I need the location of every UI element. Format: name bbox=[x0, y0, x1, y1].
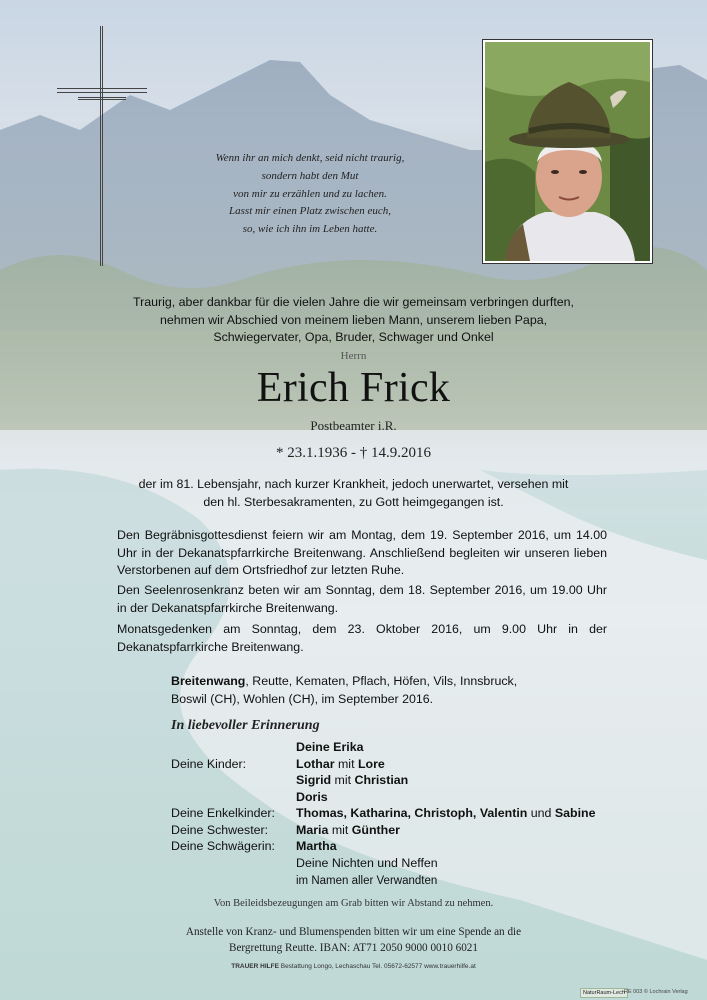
poem-line: Wenn ihr an mich denkt, seid nicht traurig, bbox=[215, 152, 405, 164]
deceased-name: Erich Frick bbox=[256, 365, 451, 411]
footer bbox=[0, 963, 707, 970]
donation-line: Bergrettung Reutte. IBAN: AT71 2050 9000 0010 6021 bbox=[228, 942, 478, 954]
poem-line: von mir zu erzählen und zu lachen. bbox=[233, 187, 387, 200]
child-name: Lothar bbox=[296, 756, 335, 771]
memorial-paragraph: Monatsgedenken am Sonntag, dem 23. Oktober 2016, um 9.00 Uhr in der Dekanatspfarrkirche Breitenwang. bbox=[117, 622, 607, 654]
cross-horizontal-bar-small bbox=[78, 97, 126, 100]
poem-line: sondern habt den Mut bbox=[261, 169, 359, 182]
cross-vertical-bar bbox=[100, 26, 103, 266]
condolence-note: Von Beileidsbezeugungen am Grab bitten wir Abstand zu nehmen. bbox=[213, 898, 494, 909]
intro-line: Schwiegervater, Opa, Bruder, Schwager und Onkel bbox=[213, 330, 494, 344]
poem-line: so, wie ich ihn im Leben hatte. bbox=[242, 223, 378, 236]
child-partner: Lore bbox=[357, 756, 385, 771]
places-line2: Boswil (CH), Wohlen (CH), im September 2016. bbox=[171, 691, 434, 706]
life-dates: * 23.1.1936 - † 14.9.2016 bbox=[276, 445, 431, 461]
child-name: Sigrid bbox=[296, 773, 332, 787]
footer-brand: TRAUER HILFE bbox=[231, 963, 279, 970]
passing-line: der im 81. Lebensjahr, nach kurzer Krankheit, jedoch unerwartet, versehen mit bbox=[138, 477, 569, 491]
grandchildren-joiner: und bbox=[527, 806, 555, 820]
naturraum-badge: NaturRaum-Lech bbox=[580, 988, 628, 998]
funeral-paragraph: Den Begräbnisgottesdienst feiern wir am Montag, dem 19. September 2016, um 14.00 Uhr in der Dekanatspfarrkirche Breitenwang. Anschließend begleiten wir unseren lieben Verstorbenen auf dem Ortsfriedhof zur letzten Ruhe. bbox=[117, 528, 607, 577]
child-joiner: mit bbox=[331, 773, 355, 787]
reference-code: RE 003 © Lochrain Verlag bbox=[624, 989, 688, 995]
grandchildren-names: Thomas, Katharina, Christoph, Valentin bbox=[296, 806, 528, 820]
footer-text: Bestattung Longo, Lechaschau Tel. 05672-62577 www.trauerhilfe.at bbox=[278, 963, 476, 970]
places-bold: Breitenwang bbox=[171, 674, 246, 688]
sister-partner: Günther bbox=[351, 822, 400, 837]
sister-in-law-label: Deine Schwägerin: bbox=[171, 839, 276, 853]
passing-text bbox=[0, 476, 707, 511]
salutation: Herrn bbox=[340, 350, 367, 362]
intro-line: Traurig, aber dankbar für die vielen Jahre die wir gemeinsam verbringen durften, bbox=[132, 295, 574, 309]
passing-line: den hl. Sterbesakramenten, zu Gott heimgegangen ist. bbox=[203, 494, 504, 509]
cross-horizontal-bar bbox=[57, 88, 147, 93]
intro-text bbox=[0, 294, 707, 347]
sister-in-law-name: Martha bbox=[296, 839, 337, 853]
remembrance-heading: In liebevoller Erinnerung bbox=[171, 718, 320, 733]
sister-label: Deine Schwester: bbox=[171, 822, 269, 837]
rosary-paragraph: Den Seelenrosenkranz beten wir am Sonntag, dem 18. September 2016, um 19.00 Uhr in der Dekanatspfarrkirche Breitenwang. bbox=[117, 583, 607, 615]
child-joiner: mit bbox=[334, 756, 358, 771]
poem bbox=[190, 150, 430, 239]
poem-line: Lasst mir einen Platz zwischen euch, bbox=[229, 205, 391, 218]
sister-name: Maria bbox=[296, 822, 329, 837]
grandchildren-label: Deine Enkelkinder: bbox=[171, 806, 276, 820]
occupation: Postbeamter i.R. bbox=[310, 418, 397, 433]
wife-name: Deine Erika bbox=[296, 740, 364, 754]
portrait-photo bbox=[483, 40, 652, 263]
grandchild-last: Sabine bbox=[554, 806, 596, 820]
sister-joiner: mit bbox=[328, 822, 352, 837]
all-relatives: im Namen aller Verwandten bbox=[296, 874, 438, 887]
intro-line: nehmen wir Abschied von meinem lieben Mann, unserem lieben Papa, bbox=[159, 312, 548, 327]
children-label: Deine Kinder: bbox=[171, 756, 247, 771]
places-rest: , Reutte, Kematen, Pflach, Höfen, Vils, Innsbruck, bbox=[245, 674, 518, 688]
donation-note bbox=[0, 924, 707, 956]
child-name: Doris bbox=[296, 789, 328, 804]
child-partner: Christian bbox=[354, 773, 409, 787]
donation-line: Anstelle von Kranz- und Blumenspenden bitten wir um eine Spende an die bbox=[185, 926, 522, 938]
nieces-nephews: Deine Nichten und Neffen bbox=[296, 855, 438, 870]
places-text bbox=[171, 673, 571, 708]
